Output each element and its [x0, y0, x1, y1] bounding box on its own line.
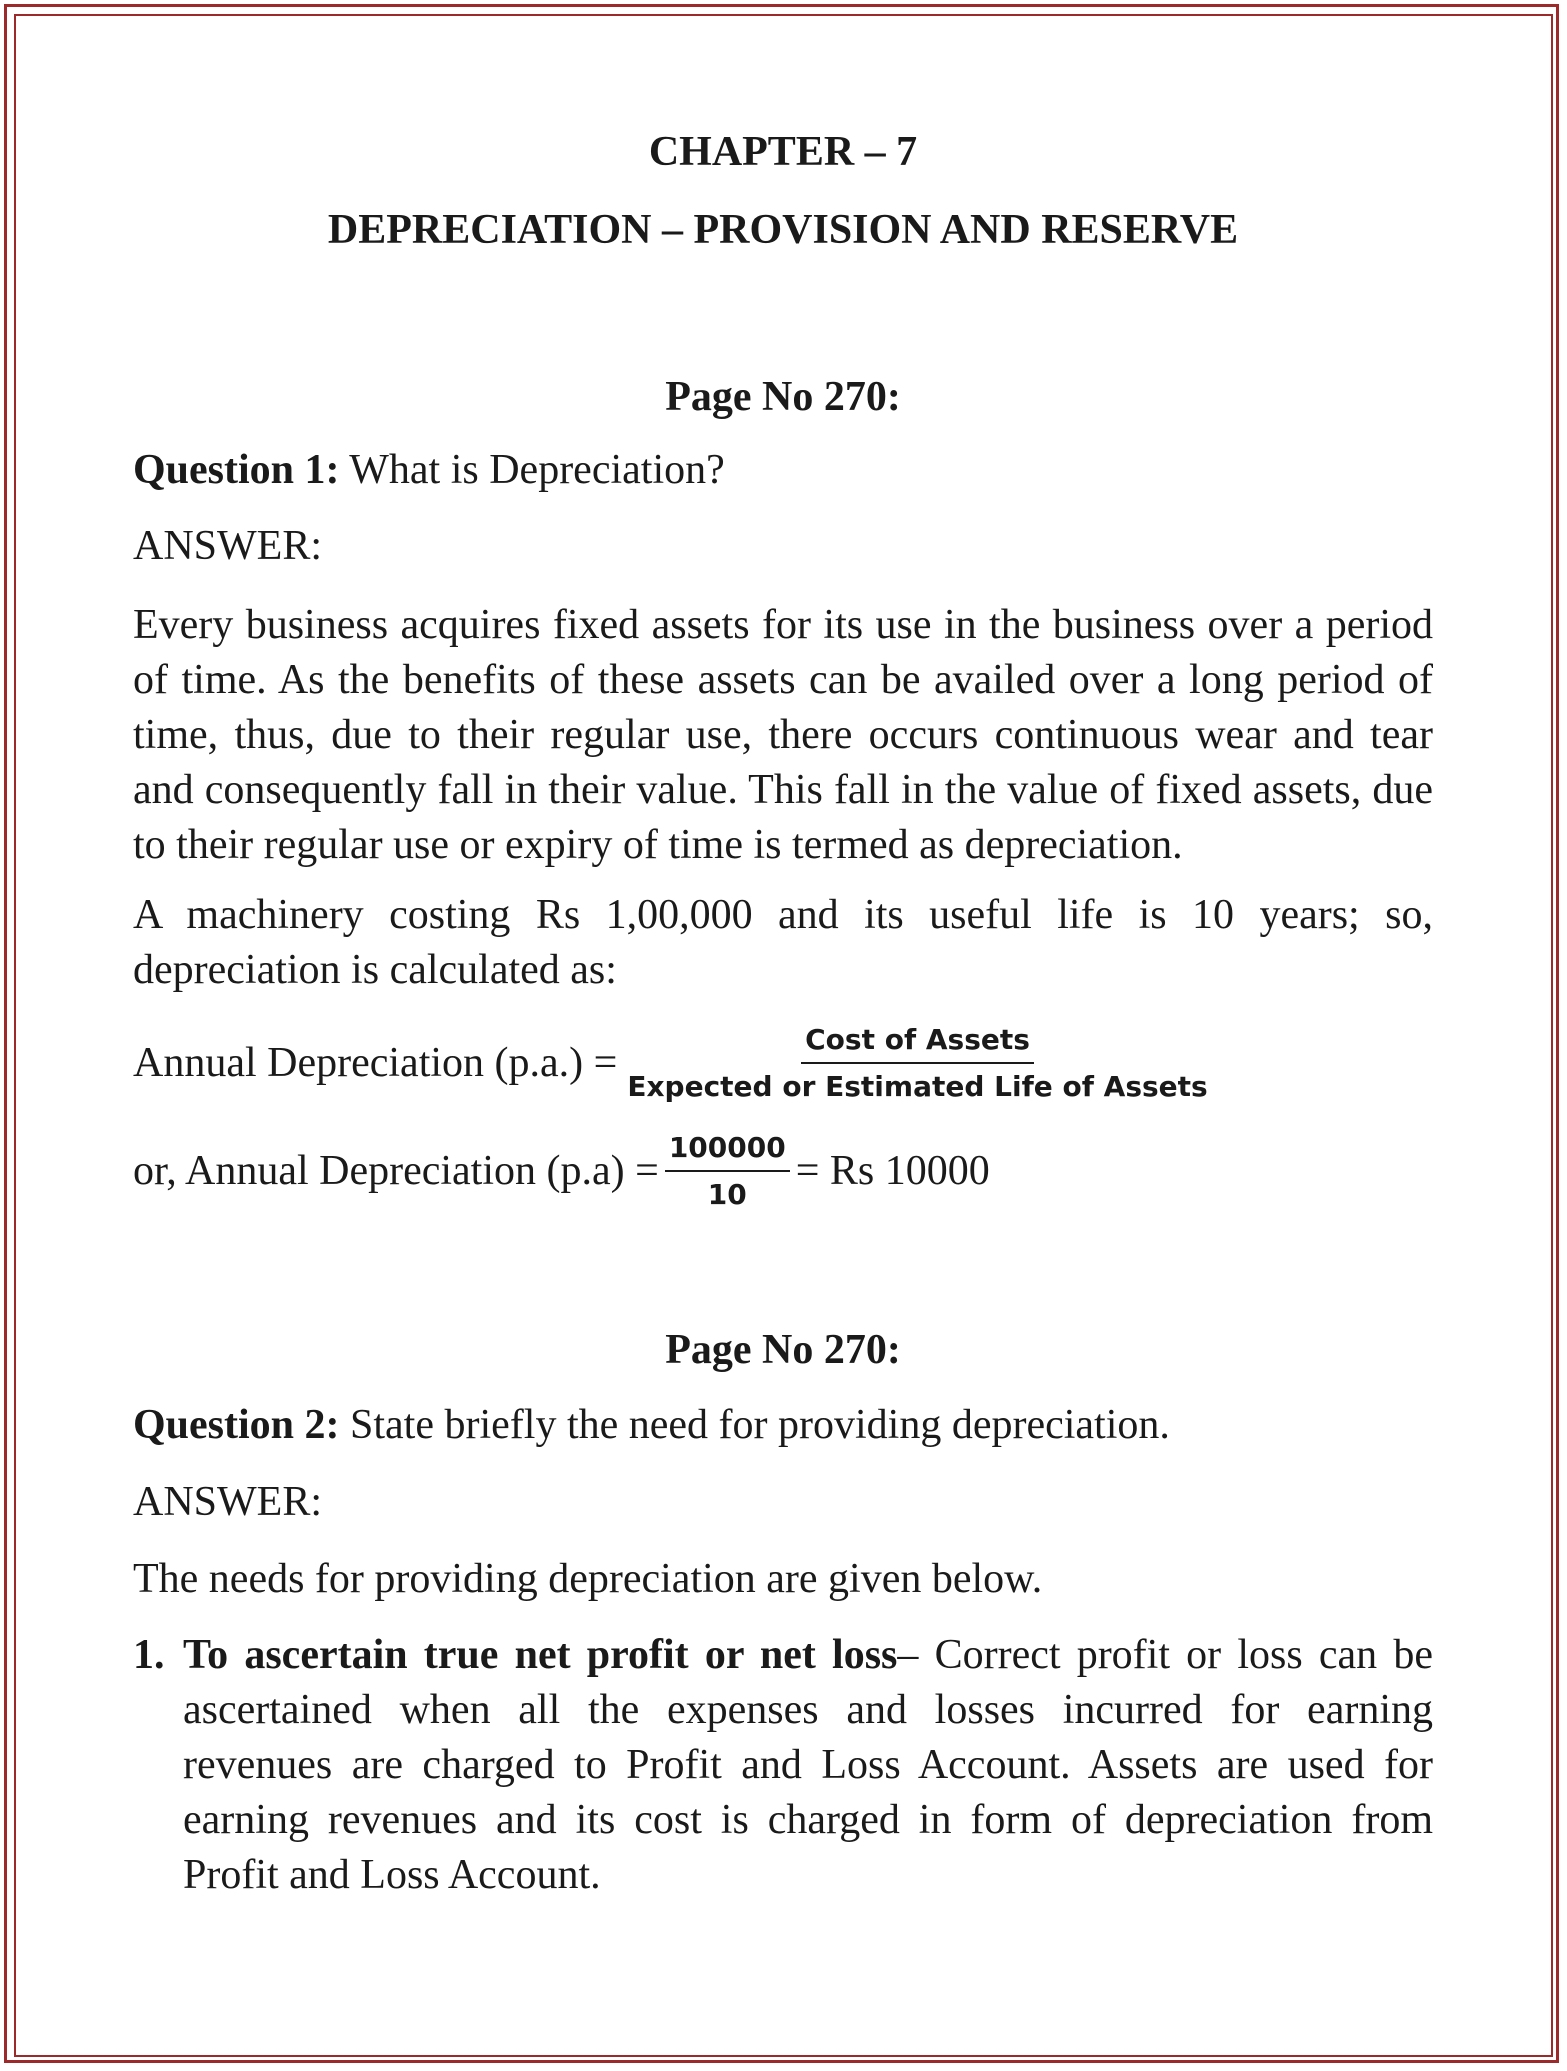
chapter-heading: CHAPTER – 7 [648, 129, 918, 175]
chapter-title: DEPRECIATION – PROVISION AND RESERVE [327, 207, 1239, 253]
question-1-label: Question 1: [133, 447, 340, 493]
answer-1-paragraph-2: A machinery costing Rs 1,00,000 and its useful life is 10 years; so, depreciation is calculated as: [133, 892, 1433, 993]
formula-2-numerator: 100000 [665, 1131, 790, 1172]
question-1 [133, 446, 725, 494]
formula-1-lhs: Annual Depreciation (p.a.) = [133, 1040, 618, 1086]
formula-annual-depreciation [133, 1023, 1218, 1103]
page-number-q2: Page No 270: [665, 1327, 901, 1373]
answer-2-label: ANSWER: [133, 1479, 322, 1525]
question-2 [133, 1401, 1170, 1449]
formula-calculation [133, 1131, 990, 1211]
formula-2-denominator: 10 [707, 1178, 747, 1211]
formula-2-result: = Rs 10000 [795, 1148, 990, 1194]
answer-2-intro: The needs for providing depreciation are given below. [133, 1556, 1043, 1602]
formula-2-lhs: or, Annual Depreciation (p.a) = [133, 1148, 659, 1194]
formula-2-fraction [665, 1131, 790, 1211]
question-2-text: State briefly the need for providing depreciation. [339, 1402, 1170, 1448]
list-item-text: – Correct profit or loss can be ascertained when all the expenses and losses incurred for earning revenues are charged to Profit and Loss Account. Assets are used for earning revenues and its cost is charged in form of depreciation from Profit and Loss Account. [183, 1632, 1433, 1898]
list-item-heading: To ascertain true net profit or net loss [183, 1632, 898, 1678]
list-item-body [183, 1628, 1433, 1903]
answer-1-label: ANSWER: [133, 523, 322, 569]
page-number-q1: Page No 270: [665, 374, 901, 420]
formula-1-denominator: Expected or Estimated Life of Assets [627, 1070, 1208, 1103]
question-2-label: Question 2: [133, 1402, 340, 1448]
list-item [133, 1628, 1433, 1903]
formula-1-numerator: Cost of Assets [801, 1023, 1034, 1064]
answer-1-paragraph-1: Every business acquires fixed assets for its use in the business over a period of time. As the benefits of these assets can be availed over a long period of time, thus, due to their regular use, there occurs continuous wear and tear and consequently fall in their value. This fall in the value of fixed assets, due to their regular use or expiry of time is termed as depreciation. [133, 602, 1433, 868]
question-1-text: What is Depreciation? [339, 447, 725, 493]
formula-1-fraction [623, 1023, 1211, 1103]
list-item-number: 1. [133, 1632, 165, 1678]
